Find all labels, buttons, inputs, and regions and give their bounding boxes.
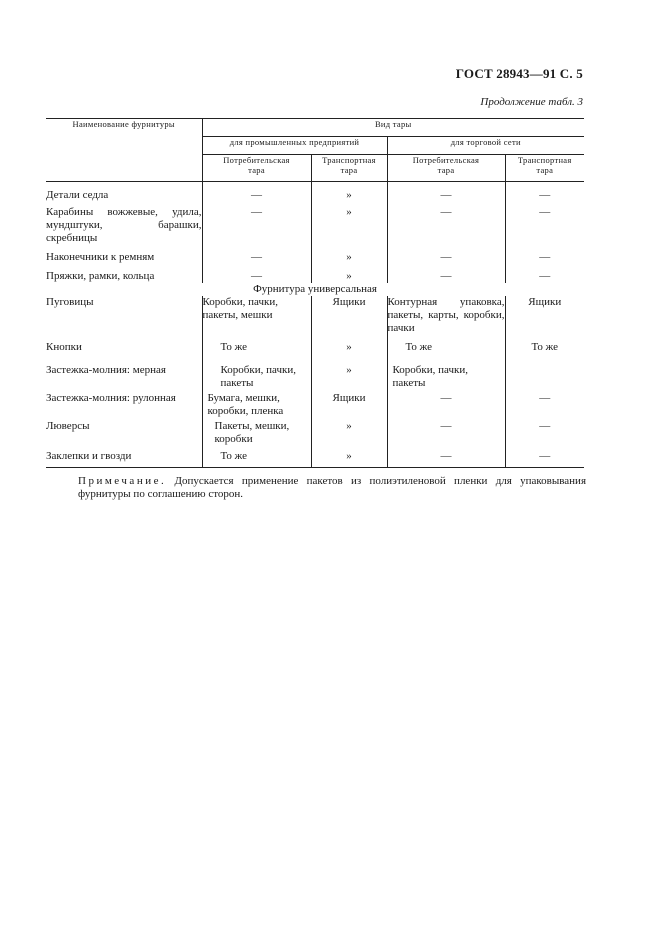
- cell-trade-transport: [505, 360, 584, 390]
- cell-trade-consumer: —: [387, 264, 505, 283]
- cell-industrial-transport: »: [311, 418, 387, 446]
- table-row: [46, 360, 584, 390]
- packaging-table: [46, 118, 584, 468]
- col-header-trade-transport: Транспортная тара: [505, 155, 584, 182]
- cell-industrial-consumer: Бумага, мешки, коробки, пленка: [202, 390, 311, 418]
- cell-trade-consumer: Контурная упаковка, пакеты, карты, коробки, пачки: [387, 296, 505, 334]
- row-name: Застежка-молния: рулонная: [46, 392, 176, 404]
- table-row: [46, 335, 584, 360]
- table-continuation-label: Продолжение табл. 3: [480, 96, 583, 108]
- cell-trade-transport: —: [505, 182, 584, 207]
- cell-industrial-transport: »: [311, 245, 387, 264]
- cell-industrial-consumer: —: [202, 264, 311, 283]
- page-header: ГОСТ 28943—91 С. 5: [455, 66, 583, 81]
- cell-trade-consumer: —: [387, 245, 505, 264]
- section-title: Фурнитура универсальная: [253, 283, 377, 295]
- cell-trade-consumer: —: [387, 446, 505, 468]
- cell-industrial-transport: »: [311, 206, 387, 245]
- col-header-trade: для торговой сети: [387, 137, 584, 155]
- row-name: Пряжки, рамки, кольца: [46, 270, 155, 282]
- cell-industrial-transport: »: [311, 264, 387, 283]
- col-header-packaging-type: Вид тары: [202, 119, 584, 137]
- row-name: Кнопки: [46, 341, 82, 353]
- cell-trade-consumer: Коробки, пачки, пакеты: [387, 360, 505, 390]
- table-row: [46, 446, 584, 468]
- cell-trade-consumer: —: [387, 418, 505, 446]
- row-name: Заклепки и гвозди: [46, 446, 202, 468]
- row-name: Застежка-молния: мерная: [46, 364, 166, 376]
- cell-industrial-transport: Ящики: [311, 296, 387, 335]
- col-header-trade-consumer: Потребительская тара: [387, 155, 505, 182]
- table-row: [46, 418, 584, 446]
- table-row: [46, 182, 584, 207]
- cell-trade-transport: Ящики: [505, 296, 584, 335]
- table-row: [46, 245, 584, 264]
- cell-industrial-transport: Ящики: [311, 390, 387, 418]
- col-header-industrial: для промышленных предприятий: [202, 137, 387, 155]
- cell-trade-transport: —: [505, 245, 584, 264]
- col-header-name: Наименование фурнитуры: [46, 119, 202, 182]
- cell-industrial-consumer: —: [202, 206, 311, 245]
- cell-industrial-consumer: —: [202, 182, 311, 207]
- cell-trade-transport: —: [505, 206, 584, 245]
- cell-industrial-consumer: Коробки, пачки, пакеты: [202, 360, 311, 390]
- table-row: [46, 206, 584, 245]
- cell-trade-transport: —: [505, 264, 584, 283]
- cell-industrial-transport: »: [311, 335, 387, 360]
- cell-industrial-transport: »: [311, 182, 387, 207]
- col-header-industrial-transport: Транспортная тара: [311, 155, 387, 182]
- cell-industrial-transport: »: [311, 446, 387, 468]
- cell-trade-transport: —: [505, 418, 584, 446]
- cell-trade-consumer: То же: [387, 335, 505, 360]
- cell-industrial-consumer: Пакеты, мешки, коробки: [202, 418, 311, 446]
- table-row: [46, 264, 584, 283]
- cell-industrial-consumer: Коробки, пачки, пакеты, мешки: [202, 296, 311, 335]
- row-name: Люверсы: [46, 420, 90, 432]
- cell-trade-consumer: —: [387, 182, 505, 207]
- section-row: [46, 283, 584, 296]
- row-name: Наконечники к ремням: [46, 251, 155, 263]
- row-name: Детали седла: [46, 189, 109, 201]
- col-header-industrial-consumer: Потребительская тара: [202, 155, 311, 182]
- table-row: [46, 296, 584, 335]
- table-note: [78, 475, 586, 501]
- cell-industrial-transport: »: [311, 360, 387, 390]
- cell-trade-transport: —: [505, 446, 584, 468]
- cell-trade-consumer: —: [387, 390, 505, 418]
- cell-trade-consumer: —: [387, 206, 505, 245]
- cell-trade-transport: —: [505, 390, 584, 418]
- cell-industrial-consumer: —: [202, 245, 311, 264]
- note-label: Примечание.: [78, 475, 167, 487]
- table-row: [46, 390, 584, 418]
- note-text: Допускается применение пакетов из полиэтиленовой пленки для упаковывания фурнитуры по соглашению сторон.: [78, 475, 587, 500]
- cell-industrial-consumer: То же: [202, 446, 311, 468]
- cell-industrial-consumer: То же: [202, 335, 311, 360]
- row-name: Карабины вожжевые, удила, мундштуки, барашки, скребницы: [46, 206, 202, 244]
- row-name: Пуговицы: [46, 296, 94, 308]
- cell-trade-transport: То же: [505, 335, 584, 360]
